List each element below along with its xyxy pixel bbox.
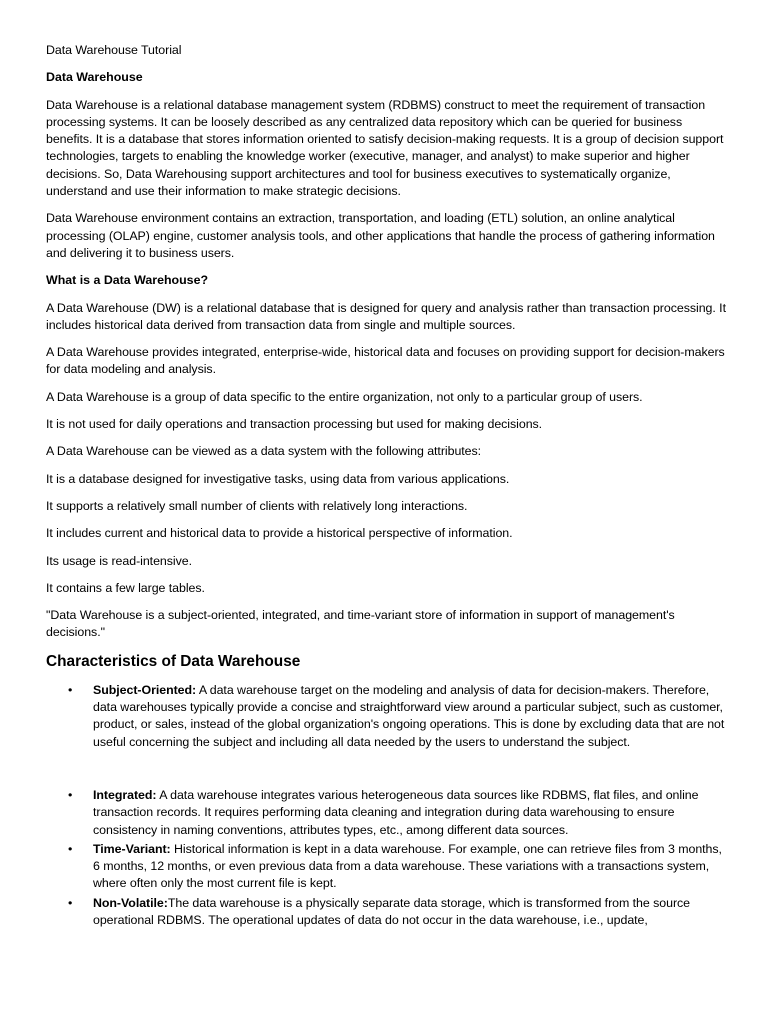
characteristics-list — [46, 682, 728, 930]
document-title: Data Warehouse Tutorial — [46, 43, 182, 57]
bullet-icon: • — [68, 841, 73, 856]
list-item — [46, 895, 728, 930]
body-paragraph: A Data Warehouse (DW) is a relational database that is designed for query and analysis rather than transaction processing. It includes historical data derived from transaction data from single and multiple sources. — [46, 300, 726, 332]
body-paragraph: It includes current and historical data to provide a historical perspective of information. — [46, 526, 513, 541]
intro-paragraph: Data Warehouse is a relational database management system (RDBMS) construct to meet the requirement of transaction processing systems. It can be loosely described as any centralized data repository which can be queried for business benefits. It is a database that stores information oriented to satisfy decision-making requests. It is a group of decision support technologies, targets to enabling the knowledge worker (executive, manager, and analyst) to make superior and higher decisions. So, Data Warehousing support architectures and tool for business executives to systematically organize, understand and use their information to make strategic decisions. — [46, 97, 724, 199]
list-item — [46, 841, 728, 893]
list-item-text: The data warehouse is a physically separate data storage, which is transformed from the source operational RDBMS. The operational updates of data do not occur in the data warehouse, i.e., update, — [93, 895, 691, 927]
bullet-icon: • — [68, 682, 73, 697]
list-item-text: A data warehouse integrates various heterogeneous data sources like RDBMS, flat files, and online transaction records. It requires performing data cleaning and integration during data warehousing to ensure consistency in naming conventions, attributes types, etc., among different data sources. — [93, 787, 699, 837]
document-page — [46, 42, 728, 931]
heading-data-warehouse: Data Warehouse — [46, 70, 143, 85]
list-item-term: Time-Variant: — [93, 841, 171, 856]
body-paragraph: Its usage is read-intensive. — [46, 553, 192, 568]
quote-paragraph: "Data Warehouse is a subject-oriented, integrated, and time-variant store of information in support of management's decisions." — [46, 608, 675, 640]
heading-what-is-data-warehouse: What is a Data Warehouse? — [46, 273, 209, 288]
body-paragraph: A Data Warehouse provides integrated, enterprise-wide, historical data and focuses on providing support for decision-makers for data modeling and analysis. — [46, 345, 725, 377]
list-item-text: A data warehouse target on the modeling and analysis of data for decision-makers. Therefore, data warehouses typically provide a concise and straightforward view around a particular subject, such as customer, product, or sales, instead of the global organization's ongoing operations. This is done by excluding data that are not useful concerning the subject and including all data needed by the users to understand the subject. — [93, 682, 725, 749]
body-paragraph: It is a database designed for investigative tasks, using data from various applications. — [46, 471, 510, 486]
list-item-text: Historical information is kept in a data warehouse. For example, one can retrieve files from 3 months, 6 months, 12 months, or even previous data from a data warehouse. These variations with a transactions system, where often only the most current file is kept. — [93, 841, 722, 891]
list-item-term: Non-Volatile: — [93, 895, 168, 910]
body-paragraph: A Data Warehouse can be viewed as a data system with the following attributes: — [46, 444, 482, 459]
intro-paragraph: Data Warehouse environment contains an extraction, transportation, and loading (ETL) solution, an online analytical processing (OLAP) engine, customer analysis tools, and other applications that handle the process of gathering information and delivering it to business users. — [46, 211, 715, 260]
list-item-term: Subject-Oriented: — [93, 682, 197, 697]
body-paragraph: It is not used for daily operations and transaction processing but used for making decisions. — [46, 417, 543, 432]
body-paragraph: A Data Warehouse is a group of data specific to the entire organization, not only to a particular group of users. — [46, 389, 643, 404]
heading-characteristics: Characteristics of Data Warehouse — [46, 652, 301, 670]
list-item — [46, 682, 728, 751]
bullet-icon: • — [68, 895, 73, 910]
body-paragraph: It supports a relatively small number of clients with relatively long interactions. — [46, 498, 468, 513]
bullet-icon: • — [68, 787, 73, 802]
list-item — [46, 787, 728, 839]
list-item-term: Integrated: — [93, 787, 157, 802]
body-paragraph: It contains a few large tables. — [46, 580, 205, 595]
